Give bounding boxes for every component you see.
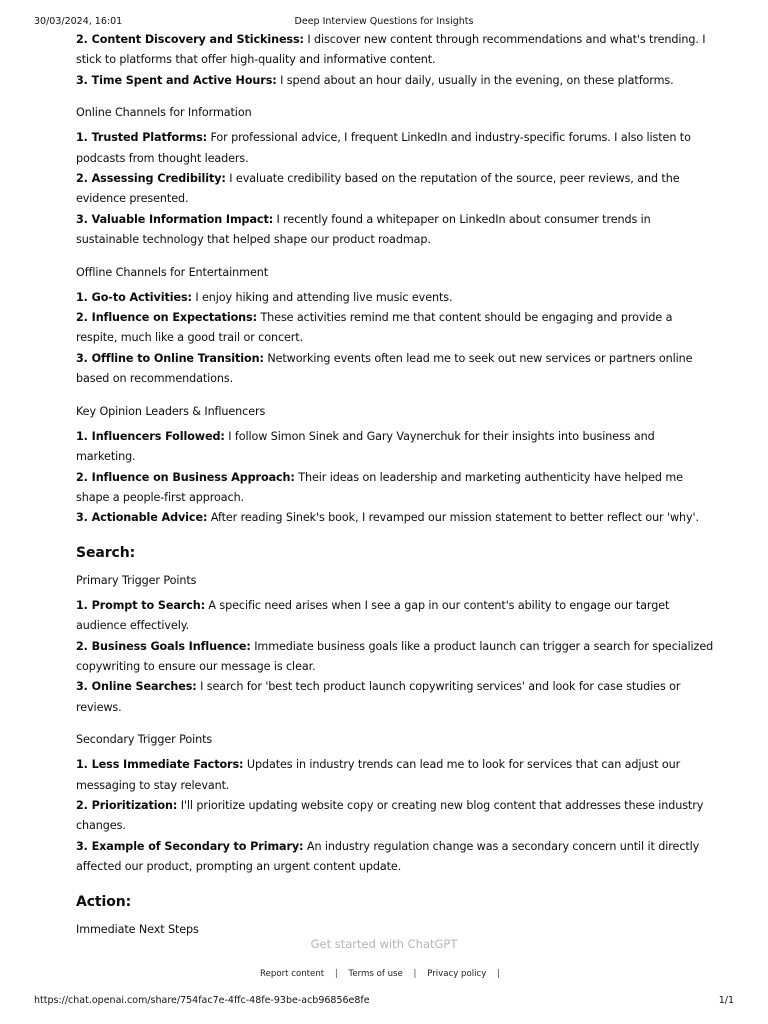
privacy-policy-link[interactable]: Privacy policy bbox=[427, 969, 487, 979]
item-text: For professional advice, I frequent LinkedIn and industry-specific forums. I also listen to podcasts from thought leaders. bbox=[76, 131, 691, 165]
answer-item bbox=[76, 71, 716, 91]
answer-item bbox=[76, 637, 716, 678]
print-header bbox=[34, 16, 734, 30]
section-gap bbox=[76, 878, 716, 892]
item-text: I evaluate credibility based on the reputation of the source, peer reviews, and the evidence presented. bbox=[76, 172, 680, 206]
item-text: I spend about an hour daily, usually in the evening, on these platforms. bbox=[276, 73, 674, 87]
item-label: 3. Offline to Online Transition: bbox=[76, 351, 264, 365]
item-text: I'll prioritize updating website copy or creating new blog content that addresses these industry changes. bbox=[76, 798, 704, 833]
item-label: 2. Content Discovery and Stickiness: bbox=[76, 33, 304, 46]
answer-item bbox=[76, 169, 716, 210]
answer-item bbox=[76, 755, 716, 796]
section-heading: Search: bbox=[76, 544, 136, 561]
section-subheading: Online Channels for Information bbox=[76, 106, 252, 120]
section-heading: Action: bbox=[76, 893, 132, 910]
answer-item bbox=[76, 596, 716, 637]
answer-item bbox=[76, 427, 716, 468]
section-subheading: Offline Channels for Entertainment bbox=[76, 265, 269, 279]
answer-item bbox=[76, 508, 716, 528]
terms-of-use-link[interactable]: Terms of use bbox=[348, 969, 403, 979]
item-label: 1. Prompt to Search: bbox=[76, 598, 205, 612]
section-gap bbox=[76, 563, 716, 571]
footer-separator: | bbox=[334, 969, 338, 979]
item-text: I follow Simon Sinek and Gary Vaynerchuk for their insights into business and marketing. bbox=[76, 429, 655, 464]
footer-separator: | bbox=[497, 969, 500, 979]
footer-links bbox=[0, 969, 768, 979]
item-label: 3. Time Spent and Active Hours: bbox=[76, 73, 277, 87]
footer-separator: | bbox=[413, 969, 417, 979]
item-text: I discover new content through recommendations and what's trending. I stick to platforms that offer high-quality and informative content. bbox=[76, 33, 706, 67]
answer-item bbox=[76, 210, 716, 251]
answer-item bbox=[76, 796, 716, 837]
item-text: Updates in industry trends can lead me to look for services that can adjust our messaging to stay relevant. bbox=[76, 758, 681, 792]
item-label: 2. Assessing Credibility: bbox=[76, 172, 226, 186]
item-text: I recently found a whitepaper on LinkedIn about consumer trends in sustainable technology that helped shape our product roadmap. bbox=[76, 212, 651, 247]
item-label: 2. Prioritization: bbox=[76, 798, 178, 812]
answer-item bbox=[76, 677, 716, 718]
item-text: I enjoy hiking and attending live music events. bbox=[191, 290, 453, 304]
get-started-link[interactable]: Get started with ChatGPT bbox=[310, 937, 458, 951]
answer-item bbox=[76, 308, 716, 349]
print-footer bbox=[34, 995, 734, 1009]
print-datetime: 30/03/2024, 16:01 bbox=[34, 16, 123, 27]
page-title: Deep Interview Questions for Insights bbox=[294, 16, 474, 27]
section-subheading: Primary Trigger Points bbox=[76, 573, 197, 587]
answer-item bbox=[76, 349, 716, 390]
answer-item bbox=[76, 468, 716, 509]
answer-item bbox=[76, 128, 716, 169]
item-text: Networking events often lead me to seek out new services or partners online based on recommendations. bbox=[76, 351, 693, 386]
report-content-link[interactable]: Report content bbox=[260, 969, 325, 979]
section-gap bbox=[76, 390, 716, 402]
section-gap bbox=[76, 718, 716, 730]
item-label: 2. Business Goals Influence: bbox=[76, 639, 251, 653]
answer-item bbox=[76, 30, 716, 71]
item-label: 1. Influencers Followed: bbox=[76, 429, 225, 443]
section-gap bbox=[76, 912, 716, 920]
section-subheading: Immediate Next Steps bbox=[76, 922, 199, 936]
item-text: An industry regulation change was a secondary concern until it directly affected our product, prompting an urgent content update. bbox=[76, 839, 700, 874]
section-gap bbox=[76, 529, 716, 543]
item-label: 2. Influence on Business Approach: bbox=[76, 470, 295, 484]
item-label: 1. Trusted Platforms: bbox=[76, 131, 208, 145]
item-text: Their ideas on leadership and marketing authenticity have helped me shape a people-first approach. bbox=[76, 470, 683, 504]
item-label: 3. Valuable Information Impact: bbox=[76, 212, 274, 226]
item-label: 1. Go-to Activities: bbox=[76, 290, 192, 304]
item-text: These activities remind me that content should be engaging and provide a respite, much like a good trail or concert. bbox=[76, 311, 673, 345]
section-subheading: Key Opinion Leaders & Influencers bbox=[76, 404, 266, 418]
conversation-content bbox=[76, 30, 716, 945]
item-text: I search for 'best tech product launch copywriting services' and look for case studies or reviews. bbox=[76, 680, 681, 714]
item-label: 3. Online Searches: bbox=[76, 680, 197, 694]
answer-item bbox=[76, 837, 716, 878]
answer-item bbox=[76, 288, 716, 308]
item-text: A specific need arises when I see a gap in our content's ability to engage our target audience effectively. bbox=[76, 598, 670, 633]
section-subheading: Secondary Trigger Points bbox=[76, 733, 213, 747]
section-gap bbox=[76, 91, 716, 103]
item-text: After reading Sinek's book, I revamped our mission statement to better reflect our 'why'. bbox=[207, 511, 699, 525]
section-gap bbox=[76, 251, 716, 263]
item-label: 3. Actionable Advice: bbox=[76, 511, 208, 525]
page-url: https://chat.openai.com/share/754fac7e-4ffc-48fe-93be-acb96856e8fe bbox=[34, 995, 370, 1006]
item-label: 1. Less Immediate Factors: bbox=[76, 758, 244, 772]
item-label: 2. Influence on Expectations: bbox=[76, 311, 257, 325]
item-text: Immediate business goals like a product launch can trigger a search for specialized copywriting to ensure our message is clear. bbox=[76, 639, 714, 673]
item-label: 3. Example of Secondary to Primary: bbox=[76, 839, 304, 853]
page-number: 1/1 bbox=[718, 995, 734, 1006]
